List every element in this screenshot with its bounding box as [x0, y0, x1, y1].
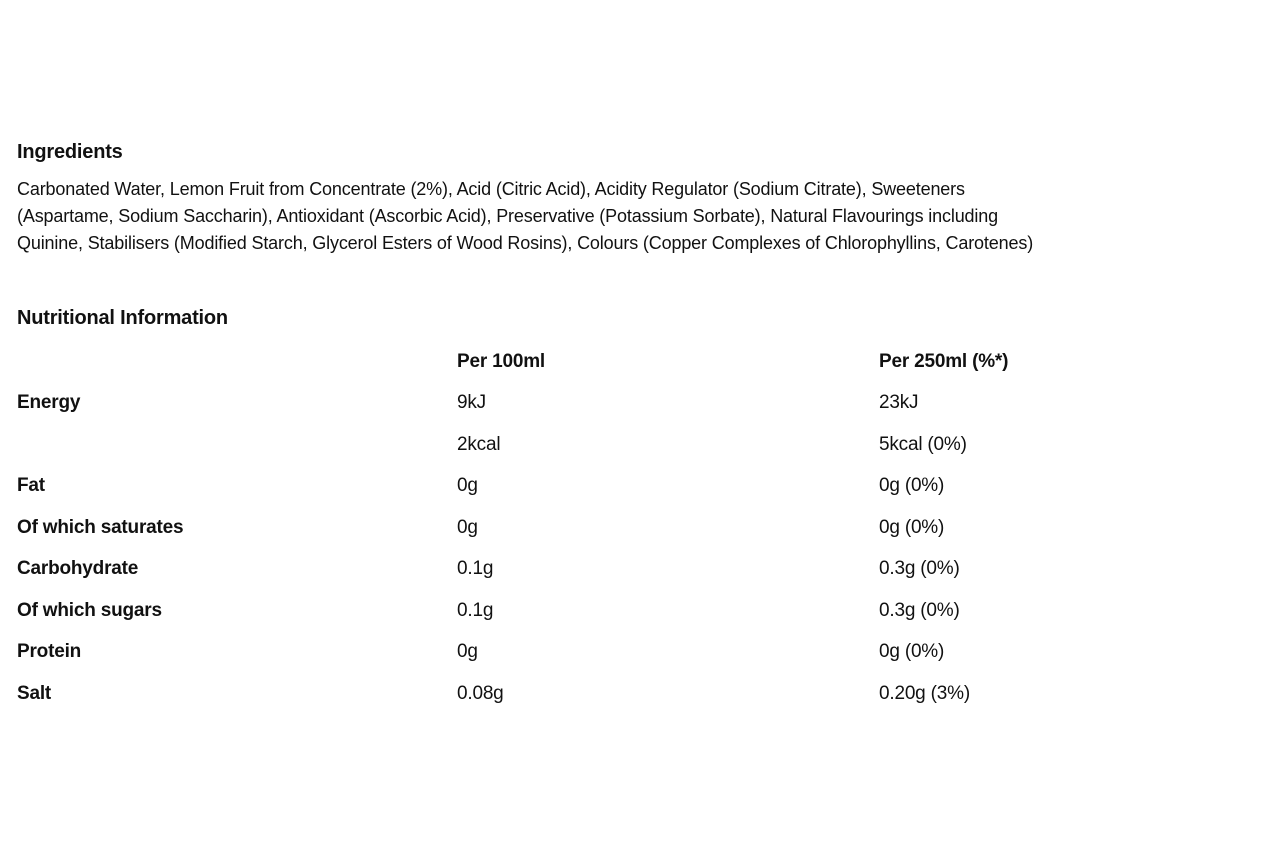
nutrient-per-100ml: 0.08g [457, 682, 504, 704]
table-row [17, 466, 1269, 508]
ingredients-heading: Ingredients [17, 141, 123, 163]
nutrient-per-250ml: 0.3g (0%) [879, 599, 960, 621]
nutrient-per-250ml: 0.3g (0%) [879, 558, 960, 580]
table-row [17, 549, 1269, 591]
nutrient-per-100ml: 0g [457, 641, 478, 663]
nutrient-label: Of which sugars [17, 599, 162, 621]
nutrient-per-100ml: 2kcal [457, 433, 501, 455]
nutrient-label: Salt [17, 682, 52, 704]
header-per-250ml: Per 250ml (%*) [879, 350, 1009, 372]
nutrition-table [17, 341, 1269, 715]
nutrient-per-250ml: 0.20g (3%) [879, 682, 970, 704]
table-row [17, 424, 1269, 466]
nutrient-label: Of which saturates [17, 516, 184, 538]
table-row [17, 673, 1269, 715]
nutrient-per-100ml: 0g [457, 516, 478, 538]
nutrient-per-100ml: 0.1g [457, 599, 494, 621]
nutrient-label: Fat [17, 475, 45, 497]
table-row [17, 632, 1269, 674]
ingredients-line: Carbonated Water, Lemon Fruit from Concentrate (2%), Acid (Citric Acid), Acidity Regulator (Sodium Citrate), Sweeteners [17, 179, 965, 199]
nutrient-per-250ml: 0g (0%) [879, 475, 945, 497]
header-per-100ml: Per 100ml [457, 350, 545, 372]
nutrient-per-100ml: 0.1g [457, 558, 494, 580]
nutrient-per-250ml: 0g (0%) [879, 641, 945, 663]
nutrient-label: Protein [17, 641, 82, 663]
nutrient-per-250ml: 23kJ [879, 392, 919, 414]
product-info-page [17, 0, 1272, 853]
table-row [17, 507, 1269, 549]
ingredients-text [17, 176, 1269, 257]
nutrient-per-100ml: 9kJ [457, 392, 486, 414]
nutrition-header-row [17, 341, 1269, 383]
nutrient-per-100ml: 0g [457, 475, 478, 497]
table-row [17, 383, 1269, 425]
header-label-cell [17, 341, 457, 383]
nutrient-per-250ml: 0g (0%) [879, 516, 945, 538]
nutrient-label [17, 424, 457, 466]
nutrient-label: Carbohydrate [17, 558, 139, 580]
nutrition-heading: Nutritional Information [17, 307, 228, 329]
table-row [17, 590, 1269, 632]
ingredients-line: (Aspartame, Sodium Saccharin), Antioxidant (Ascorbic Acid), Preservative (Potassium Sorbate), Natural Flavourings including [17, 206, 998, 226]
ingredients-line: Quinine, Stabilisers (Modified Starch, Glycerol Esters of Wood Rosins), Colours (Copper Complexes of Chlorophyllins, Carotenes) [17, 233, 1034, 253]
nutrient-per-250ml: 5kcal (0%) [879, 433, 967, 455]
nutrient-label: Energy [17, 392, 81, 414]
